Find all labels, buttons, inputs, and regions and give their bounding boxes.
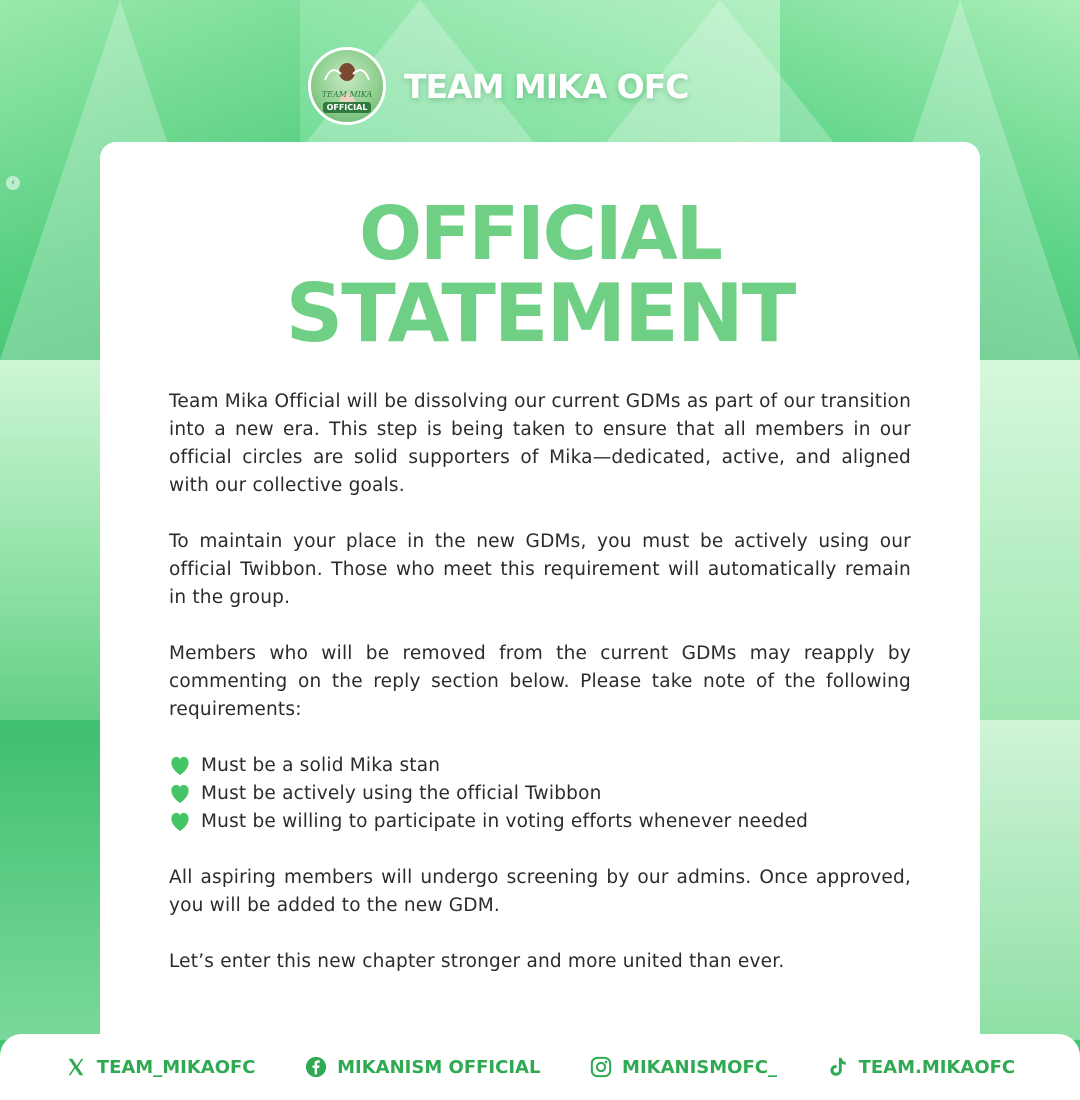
paragraph: All aspiring members will undergo screening by our admins. Once approved, you will be added to the new GDM.: [169, 867, 911, 916]
requirement-text: Must be a solid Mika stan: [201, 755, 441, 776]
social-link-tiktok[interactable]: [827, 1056, 1016, 1078]
social-link-x[interactable]: [65, 1056, 256, 1078]
tiktok-icon: [827, 1056, 849, 1078]
paragraph: Team Mika Official will be dissolving our current GDMs as part of our transition into a new era. This step is being taken to ensure that all members in our official circles are solid supporters of Mika—dedicated, active, and aligned with our collective goals.: [169, 391, 911, 496]
brand-title: TEAM MIKA OFC: [404, 66, 689, 106]
heart-icon: [169, 784, 191, 804]
background-photo-tile: [975, 720, 1080, 1040]
social-link-facebook[interactable]: [305, 1056, 540, 1078]
team-logo: [308, 47, 386, 125]
brand-header: [308, 46, 688, 126]
requirements-list: [169, 752, 911, 836]
statement-body: [169, 388, 911, 976]
paragraph: Let’s enter this new chapter stronger and more united than ever.: [169, 951, 785, 972]
heart-icon: [169, 812, 191, 832]
social-footer: [0, 1034, 1080, 1100]
background-photo-tile: [0, 360, 110, 720]
paragraph: To maintain your place in the new GDMs, you must be actively using our official Twibbon. Those who meet this requirement will automatically remain in the group.: [169, 531, 911, 608]
social-link-instagram[interactable]: [590, 1056, 777, 1078]
x-icon: [65, 1056, 87, 1078]
social-label: MIKANISMOFC_: [622, 1056, 777, 1078]
statement-heading: [100, 191, 980, 360]
carousel-prev-icon: ‹: [6, 176, 20, 190]
background-photo-tile: [0, 720, 110, 1040]
paragraph: Members who will be removed from the current GDMs may reapply by commenting on the reply section below. Please take note of the following requirements:: [169, 643, 911, 720]
facebook-icon: [305, 1056, 327, 1078]
background-photo-tile: [975, 360, 1080, 720]
requirement-text: Must be actively using the official Twibbon: [201, 783, 602, 804]
requirement-text: Must be willing to participate in voting efforts whenever needed: [201, 811, 809, 832]
social-label: TEAM_MIKAOFC: [96, 1056, 256, 1078]
logo-text-bottom: OFFICIAL: [323, 102, 371, 113]
statement-card: [100, 142, 980, 1062]
logo-text-top: TEAM MIKA: [321, 90, 373, 99]
list-item: [169, 780, 911, 808]
social-label: MIKANISM OFFICIAL: [337, 1056, 541, 1078]
heart-icon: [169, 756, 191, 776]
heading-line-1: OFFICIAL: [359, 191, 721, 277]
list-item: [169, 752, 911, 780]
instagram-icon: [590, 1056, 612, 1078]
list-item: [169, 808, 911, 836]
social-label: TEAM.MIKAOFC: [858, 1056, 1016, 1078]
heading-line-2: STATEMENT: [285, 267, 795, 360]
